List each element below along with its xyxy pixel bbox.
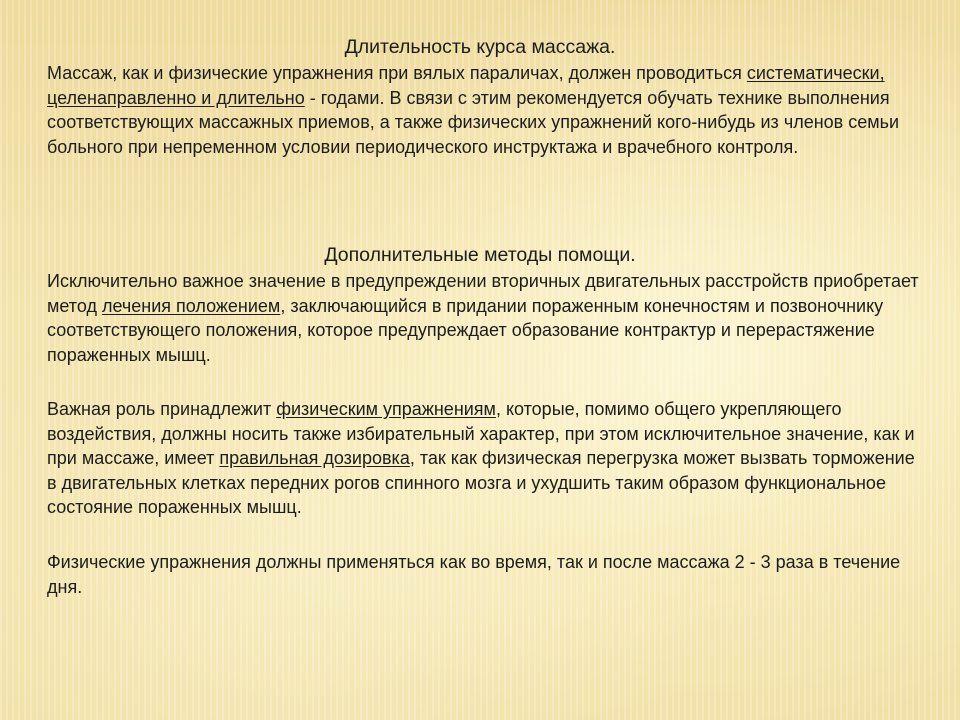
section-heading-additional-methods: Дополнительные методы помощи. xyxy=(324,244,636,266)
text-run: , которые, помимо общего укрепляющего воздействия, должны носить также избирательный характер, при этом исключительное значение, как и при массаже, имеет xyxy=(47,399,915,469)
underlined-term: правильная дозировка xyxy=(219,448,410,469)
underlined-term: лечения положением xyxy=(101,295,281,316)
paragraph-physical-exercises xyxy=(47,397,927,520)
paragraph-positional-treatment xyxy=(47,269,927,367)
text-run: , так как физическая перегрузка может вызвать торможение в двигательных клетках передних рогов спинного мозга и ухудшить таким образом функциональное состояние пораженных мышц. xyxy=(47,448,915,518)
text-run: Важная роль принадлежит xyxy=(47,399,277,419)
underlined-term: физическим упражнениям xyxy=(276,399,496,419)
text-run: Физические упражнения должны применяться как во время, так и после массажа 2 - 3 раза в течение дня. xyxy=(47,552,901,597)
text-run: Массаж, как и физические упражнения при вялых параличах, должен проводиться xyxy=(47,63,747,83)
text-run: , заключающийся в придании пораженным конечностям и позвоночнику соответствующего положения, которое предупреждает образование контрактур и перерастяжение пораженных мышц. xyxy=(47,295,884,365)
section-heading-course-duration: Длительность курса массажа. xyxy=(344,36,616,58)
text-run: Исключительно важное значение в предупреждении вторичных двигательных расстройств приобретает метод xyxy=(47,271,919,316)
paragraph-course-duration xyxy=(47,61,927,159)
text-run: - годами. В связи с этим рекомендуется обучать технике выполнения соответствующих массажных приемов, а также физических упражнений кого-нибудь из членов семьи больного при непременном условии периодического инструктажа и врачебного контроля. xyxy=(47,87,900,157)
underlined-term: систематически, целенаправленно и длительно xyxy=(47,63,885,108)
paragraph-exercise-frequency xyxy=(47,550,927,599)
